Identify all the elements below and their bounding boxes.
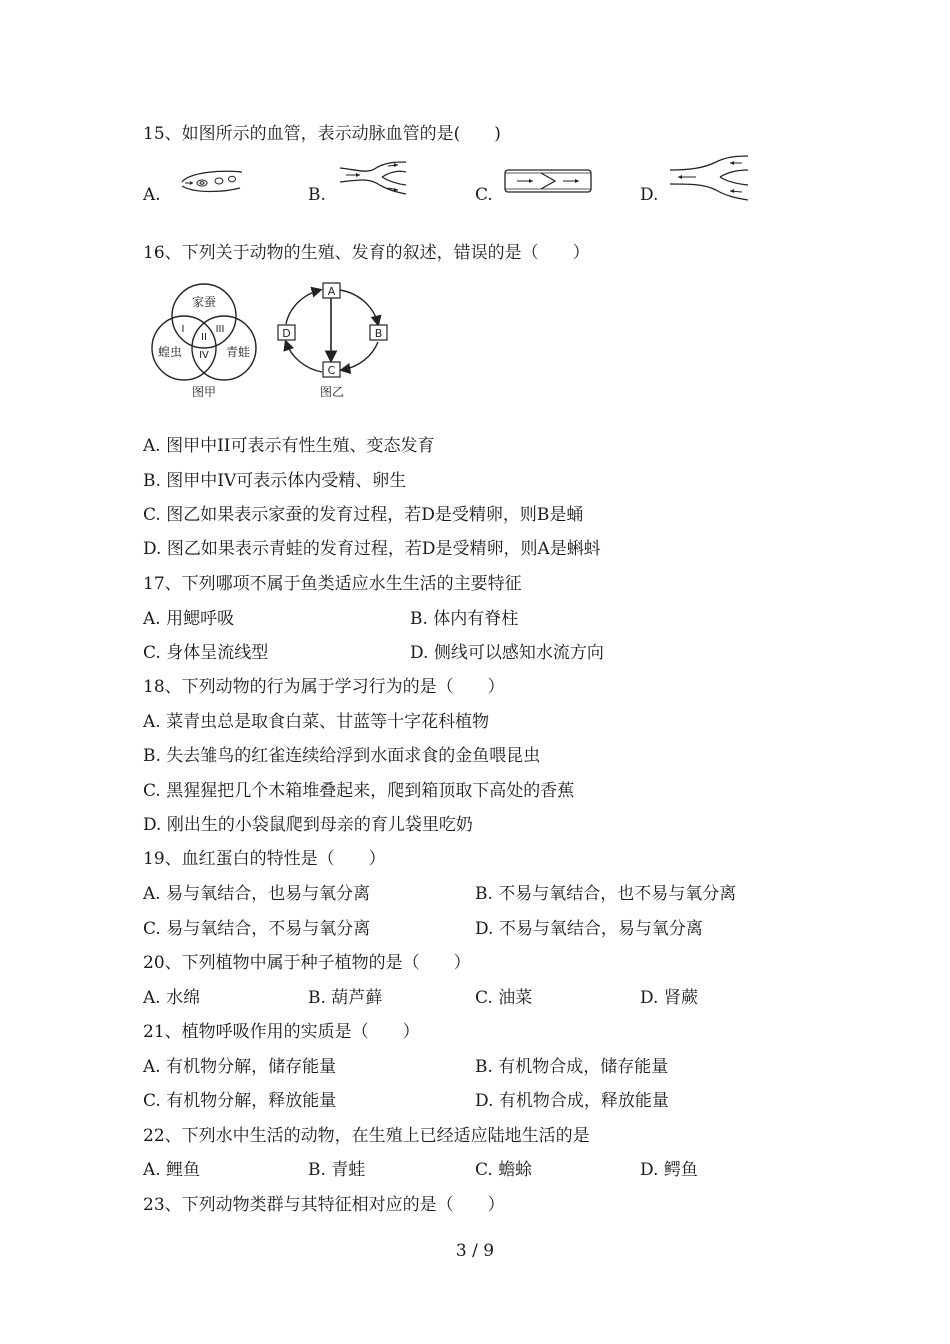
q20-option-d: D. 肾蕨 bbox=[640, 988, 698, 1008]
q20-question: 20、下列植物中属于种子植物的是（ ） bbox=[143, 953, 471, 973]
cycle-node-b: B bbox=[374, 327, 383, 340]
q17-option-a: A. 用鳃呼吸 bbox=[143, 609, 235, 629]
venn-region-iv: IV bbox=[199, 350, 209, 361]
venn-label-silkworm: 家蚕 bbox=[191, 295, 217, 309]
venn-label-locust: 蝗虫 bbox=[157, 345, 183, 359]
venn-label-frog: 青蛙 bbox=[225, 345, 251, 359]
q15-vessel-a-figure bbox=[180, 168, 245, 196]
q18-option-b: B. 失去雏鸟的红雀连续给浮到水面求食的金鱼喂昆虫 bbox=[143, 746, 541, 766]
q19-question: 19、血红蛋白的特性是（ ） bbox=[143, 849, 386, 869]
q17-option-c: C. 身体呈流线型 bbox=[143, 643, 269, 663]
q18-option-c: C. 黑猩猩把几个木箱堆叠起来，爬到箱顶取下高处的香蕉 bbox=[143, 781, 575, 801]
q22-question: 22、下列水中生活的动物，在生殖上已经适应陆地生活的是 bbox=[143, 1126, 590, 1146]
q19-option-b: B. 不易与氧结合，也不易与氧分离 bbox=[475, 884, 737, 904]
q21-question: 21、植物呼吸作用的实质是（ ） bbox=[143, 1022, 420, 1042]
q15-vessel-d-figure bbox=[668, 154, 750, 202]
q16-option-c: C. 图乙如果表示家蚕的发育过程，若D是受精卵，则B是蛹 bbox=[143, 505, 584, 525]
cycle-node-d: D bbox=[282, 327, 291, 340]
q18-option-d: D. 刚出生的小袋鼠爬到母亲的育儿袋里吃奶 bbox=[143, 815, 473, 835]
q16-option-a: A. 图甲中II可表示有性生殖、变态发育 bbox=[143, 436, 435, 456]
q22-option-a: A. 鲤鱼 bbox=[143, 1160, 201, 1180]
q22-option-b: B. 青蛙 bbox=[308, 1160, 366, 1180]
q23-question: 23、下列动物类群与其特征相对应的是（ ） bbox=[143, 1195, 505, 1215]
q19-option-a: A. 易与氧结合，也易与氧分离 bbox=[143, 884, 371, 904]
venn-region-ii: II bbox=[201, 332, 207, 343]
q15-vessel-b-figure bbox=[338, 160, 408, 196]
q15-question: 15、如图所示的血管，表示动脉血管的是( ) bbox=[143, 124, 501, 144]
q18-question: 18、下列动物的行为属于学习行为的是（ ） bbox=[143, 677, 505, 697]
q15-option-a: A. bbox=[143, 185, 161, 205]
q17-option-b: B. 体内有脊柱 bbox=[410, 609, 519, 629]
q22-option-c: C. 蟾蜍 bbox=[475, 1160, 533, 1180]
q22-option-d: D. 鳄鱼 bbox=[640, 1160, 698, 1180]
figure-yi-caption: 图乙 bbox=[319, 385, 345, 399]
q16-question: 16、下列关于动物的生殖、发育的叙述，错误的是（ ） bbox=[143, 243, 590, 263]
cycle-node-c: C bbox=[327, 364, 336, 377]
q15-option-c: C. bbox=[475, 185, 493, 205]
q20-option-b: B. 葫芦藓 bbox=[308, 988, 383, 1008]
q21-option-c: C. 有机物分解，释放能量 bbox=[143, 1091, 337, 1111]
page-number: 3 / 9 bbox=[455, 1241, 495, 1261]
q16-cycle-diagram bbox=[272, 280, 398, 400]
q21-option-d: D. 有机物合成，释放能量 bbox=[475, 1091, 669, 1111]
cycle-node-a: A bbox=[327, 285, 336, 298]
q16-option-b: B. 图甲中IV可表示体内受精、卵生 bbox=[143, 471, 407, 491]
q16-option-d: D. 图乙如果表示青蛙的发育过程，若D是受精卵，则A是蝌蚪 bbox=[143, 539, 601, 559]
q16-venn-diagram bbox=[148, 280, 266, 400]
q20-option-a: A. 水绵 bbox=[143, 988, 201, 1008]
q17-option-d: D. 侧线可以感知水流方向 bbox=[410, 643, 604, 663]
q21-option-a: A. 有机物分解，储存能量 bbox=[143, 1057, 337, 1077]
q15-option-b: B. bbox=[308, 185, 326, 205]
q19-option-d: D. 不易与氧结合，易与氧分离 bbox=[475, 919, 703, 939]
venn-region-i: I bbox=[181, 324, 185, 335]
q17-question: 17、下列哪项不属于鱼类适应水生生活的主要特征 bbox=[143, 574, 522, 594]
q15-vessel-c-figure bbox=[503, 166, 595, 196]
q18-option-a: A. 菜青虫总是取食白菜、甘蓝等十字花科植物 bbox=[143, 712, 490, 732]
q19-option-c: C. 易与氧结合，不易与氧分离 bbox=[143, 919, 371, 939]
q21-option-b: B. 有机物合成，储存能量 bbox=[475, 1057, 669, 1077]
venn-region-iii: III bbox=[215, 324, 225, 335]
figure-jia-caption: 图甲 bbox=[191, 385, 217, 399]
q20-option-c: C. 油菜 bbox=[475, 988, 533, 1008]
q15-option-d: D. bbox=[640, 185, 659, 205]
